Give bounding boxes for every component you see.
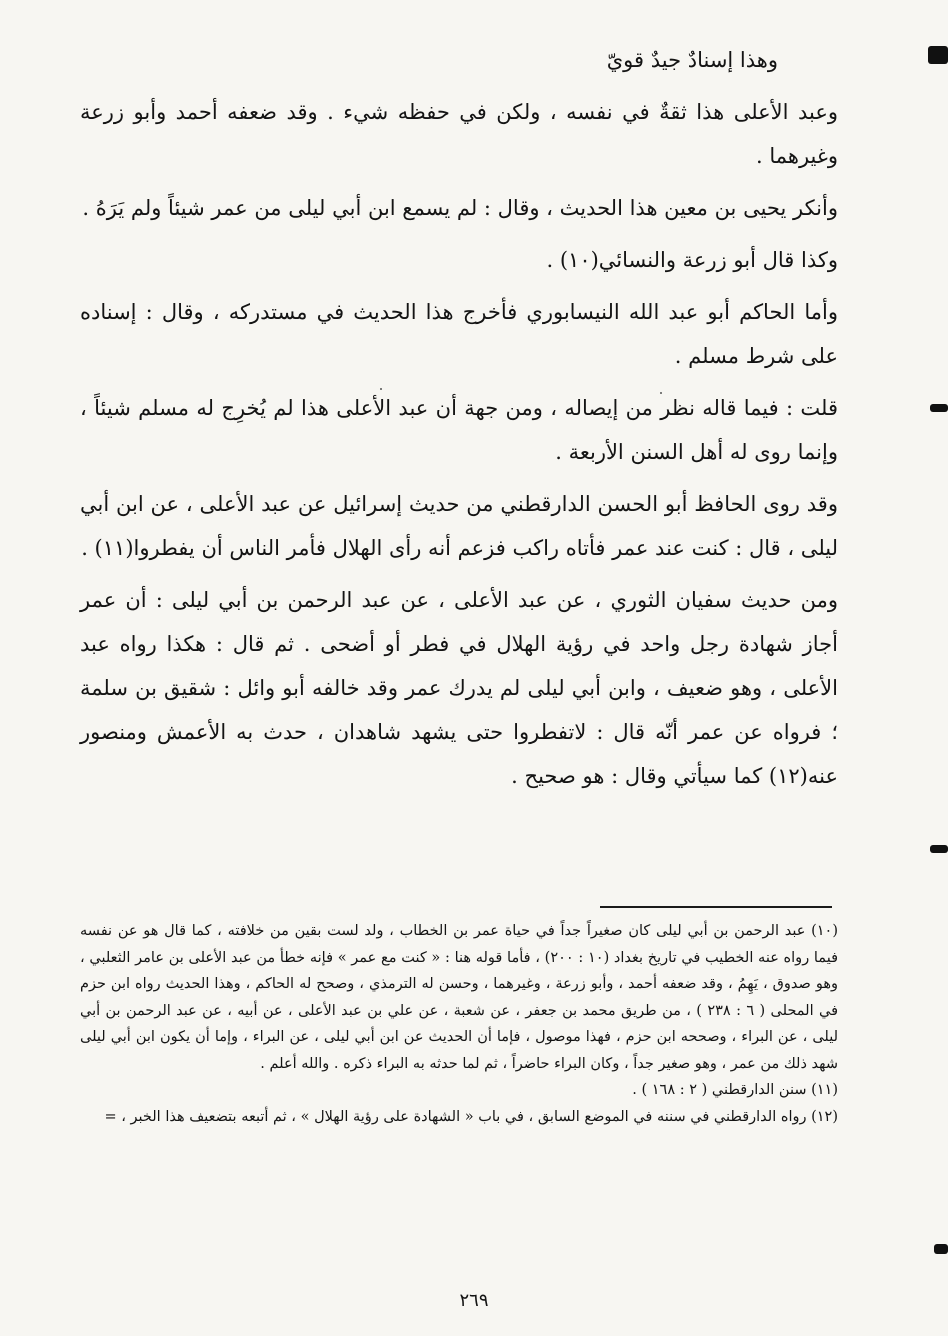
scan-mark — [928, 46, 948, 64]
footnote-11: (١١) سنن الدارقطني ( ٢ : ١٦٨ ) . — [632, 1082, 838, 1098]
footnotes — [80, 918, 838, 1130]
footnote-12: (١٢) رواه الدارقطني في سننه في الموضع السابق ، في باب « الشهادة على رؤية الهلال » ، ثم أتبعه بتضعيف هذا الخبر ، = — [104, 1108, 838, 1125]
footnote-10: (١٠) عبد الرحمن بن أبي ليلى كان صغيراً جداً في حياة عمر بن الخطاب ، ولد لست بقين من خلافته ، كما قال هو عن نفسه فيما رواه عنه الخطيب في تاريخ بغداد (١٠ : ٢٠٠) ، فأما قوله هنا : « كنت مع عمر » فإنه خطأ من عبد الأعلى بن عامر الثعلبي ، وهو صدوق ، يَهِمُ ، وقد ضعفه أحمد ، وأبو زرعة ، وغيرهما ، وحسن له الترمذي ، وصحح له الحاكم ، وهذا الحديث رواه ابن حزم في المحلى ( ٦ : ٢٣٨ ) ، من طريق محمد بن جعفر ، عن شعبة ، عن علي بن عبد الأعلى ، عن أبيه ، عن عبد الرحمن بن أبي ليلى ، عن البراء ، وصححه ابن حزم ، فهذا موصول ، فإما أن الحديث عن ابن أبي ليلى ، عن البراء ، وإما أن يكون ابن أبي ليلى شهد ذلك من عمر ، وهو صغير جداً ، وكان البراء حاضراً ، ثم لما حدثه به البراء ذكره . والله أعلم . — [80, 923, 839, 1072]
page-number: ٢٦٩ — [459, 1290, 489, 1311]
paragraph-3: وأنكر يحيى بن معين هذا الحديث ، وقال : لم يسمع ابن أبي ليلى من عمر شيئاً ولم يَرَهُ . — [82, 196, 838, 220]
scan-speck — [380, 388, 382, 390]
paragraph-7: وقد روى الحافظ أبو الحسن الدارقطني من حديث إسرائيل عن عبد الأعلى ، عن ابن أبي ليلى ، قال : كنت عند عمر فأتاه راكب فزعم أنه رأى الهلال فأمر الناس أن يفطروا(١١) . — [80, 492, 838, 560]
scan-mark — [930, 845, 948, 853]
paragraph-2: وعبد الأعلى هذا ثقةٌ في نفسه ، ولكن في حفظه شيء . وقد ضعفه أحمد وأبو زرعة وغيرهما . — [80, 100, 838, 168]
paragraph-1: وهذا إسنادٌ جيدٌ قويّ — [606, 48, 778, 72]
scan-mark — [930, 404, 948, 412]
main-text — [80, 38, 838, 806]
scan-mark — [934, 1244, 948, 1254]
paragraph-5: وأما الحاكم أبو عبد الله النيسابوري فأخرج هذا الحديث في مستدركه ، وقال : إسناده على شرط مسلم . — [80, 300, 838, 368]
footnote-separator — [600, 906, 832, 908]
paragraph-4: وكذا قال أبو زرعة والنسائي(١٠) . — [546, 248, 838, 272]
paragraph-8: ومن حديث سفيان الثوري ، عن عبد الأعلى ، عن عبد الرحمن بن أبي ليلى : أن عمر أجاز شهادة رجل واحد في رؤية الهلال في فطر أو أضحى . ثم قال : هكذا رواه عبد الأعلى ، وهو ضعيف ، وابن أبي ليلى لم يدرك عمر وقد خالفه أبو وائل : شقيق بن سلمة ؛ فرواه عن عمر أنّه قال : لاتفطروا حتى يشهد شاهدان ، حدث به الأعمش ومنصور عنه(١٢) كما سيأتي وقال : هو صحيح . — [80, 588, 838, 788]
scan-speck — [660, 392, 662, 394]
paragraph-6: قلت : فيما قاله نظر من إيصاله ، ومن جهة أن عبد الأعلى هذا لم يُخرِج له مسلم شيئاً ، وإنما روى له أهل السنن الأربعة . — [80, 396, 838, 464]
